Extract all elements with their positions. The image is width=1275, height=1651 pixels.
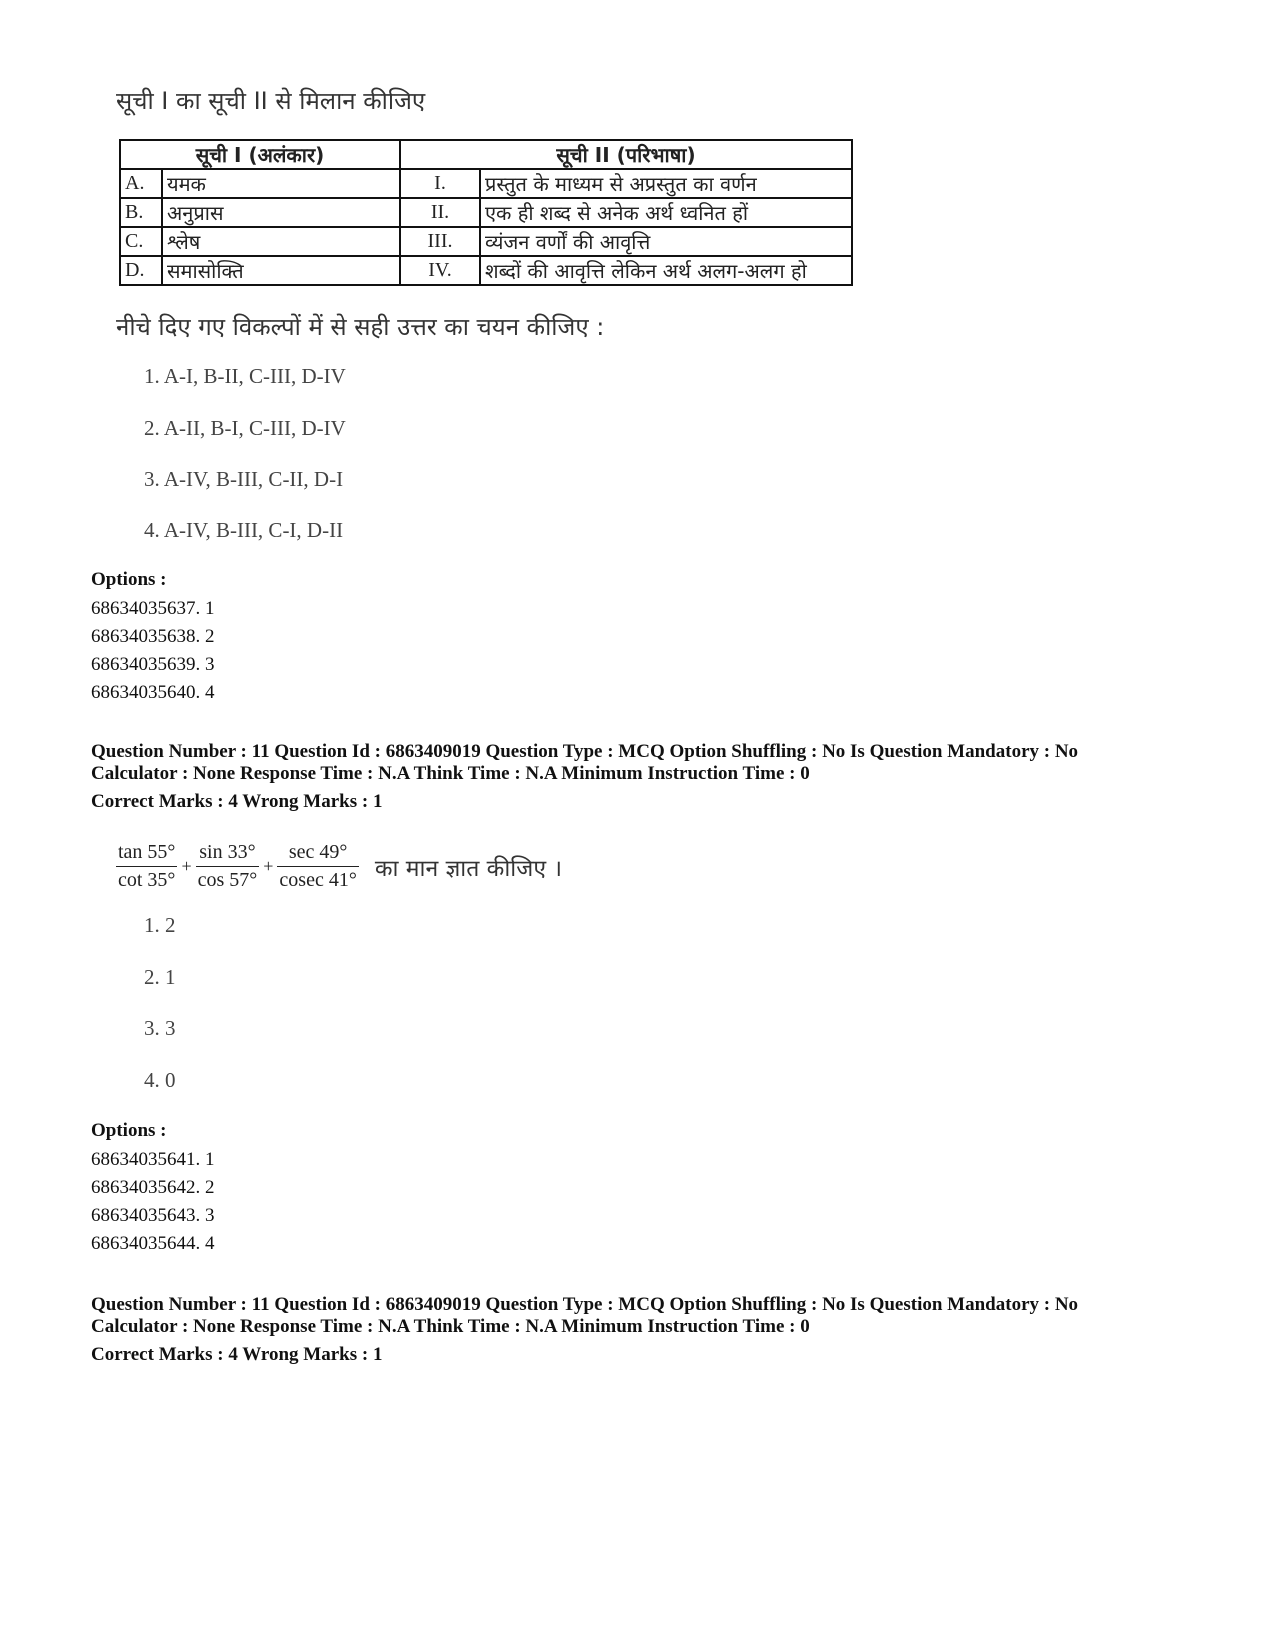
question-meta-line1: Question Number : 11 Question Id : 6863409019 Question Type : MCQ Option Shuffling : No Is Question Mandatory : No bbox=[91, 741, 1079, 762]
choice-item: 3. A-IV, B-III, C-II, D-I bbox=[144, 467, 344, 491]
table-row bbox=[120, 227, 852, 256]
plus-sign: + bbox=[263, 856, 274, 876]
row-right: शब्दों की आवृत्ति लेकिन अर्थ अलग-अलग हो bbox=[480, 256, 852, 285]
options-label: Options : bbox=[91, 569, 167, 590]
choice-item: 2. 1 bbox=[144, 965, 176, 989]
row-code: A. bbox=[120, 169, 162, 198]
question-meta-line1: Question Number : 11 Question Id : 6863409019 Question Type : MCQ Option Shuffling : No Is Question Mandatory : No bbox=[91, 1294, 1079, 1315]
fraction bbox=[277, 841, 358, 892]
row-right: प्रस्तुत के माध्यम से अप्रस्तुत का वर्णन bbox=[480, 169, 852, 198]
choice-item: 4. A-IV, B-III, C-I, D-II bbox=[144, 518, 344, 542]
row-left: अनुप्रास bbox=[162, 198, 400, 227]
choice-item: 3. 3 bbox=[144, 1016, 176, 1040]
row-roman: I. bbox=[400, 169, 480, 198]
row-left: समासोक्ति bbox=[162, 256, 400, 285]
option-item: 68634035637. 1 bbox=[91, 598, 215, 619]
row-code: C. bbox=[120, 227, 162, 256]
fraction-numerator: sec 49° bbox=[288, 841, 348, 863]
option-item: 68634035639. 3 bbox=[91, 654, 215, 675]
options-label: Options : bbox=[91, 1120, 167, 1141]
question-marks: Correct Marks : 4 Wrong Marks : 1 bbox=[91, 791, 383, 812]
formula-text: का मान ज्ञात कीजिए । bbox=[374, 855, 563, 882]
table-row bbox=[120, 256, 852, 285]
options-list bbox=[91, 1146, 215, 1258]
question-prompt: नीचे दिए गए विकल्पों में से सही उत्तर का चयन कीजिए : bbox=[116, 313, 605, 341]
fraction-numerator: sin 33° bbox=[199, 841, 256, 863]
choice-item: 2. A-II, B-I, C-III, D-IV bbox=[144, 416, 346, 440]
row-roman: II. bbox=[400, 198, 480, 227]
option-item: 68634035642. 2 bbox=[91, 1177, 215, 1198]
row-code: B. bbox=[120, 198, 162, 227]
fraction-denominator: cosec 41° bbox=[277, 866, 358, 892]
question-meta-line2: Calculator : None Response Time : N.A Think Time : N.A Minimum Instruction Time : 0 bbox=[91, 1316, 810, 1337]
row-roman: III. bbox=[400, 227, 480, 256]
choice-item: 1. 2 bbox=[144, 913, 176, 937]
table-header-row bbox=[120, 140, 852, 169]
question-instruction: सूची I का सूची II से मिलान कीजिए bbox=[116, 87, 426, 115]
option-item: 68634035640. 4 bbox=[91, 682, 215, 703]
option-item: 68634035638. 2 bbox=[91, 626, 215, 647]
fraction-numerator: tan 55° bbox=[118, 841, 176, 863]
table-row bbox=[120, 198, 852, 227]
row-code: D. bbox=[120, 256, 162, 285]
table-header-list2: सूची II (परिभाषा) bbox=[400, 140, 852, 169]
choice-item: 1. A-I, B-II, C-III, D-IV bbox=[144, 364, 346, 388]
row-right: एक ही शब्द से अनेक अर्थ ध्वनित हों bbox=[480, 198, 852, 227]
row-left: श्लेष bbox=[162, 227, 400, 256]
fraction bbox=[196, 841, 260, 892]
option-item: 68634035644. 4 bbox=[91, 1233, 215, 1254]
row-left: यमक bbox=[162, 169, 400, 198]
plus-sign: + bbox=[181, 856, 192, 876]
match-table bbox=[119, 139, 853, 286]
option-item: 68634035641. 1 bbox=[91, 1149, 215, 1170]
fraction bbox=[116, 841, 177, 892]
options-list bbox=[91, 595, 215, 707]
choice-item: 4. 0 bbox=[144, 1068, 176, 1092]
table-header-list1: सूची I (अलंकार) bbox=[120, 140, 400, 169]
row-roman: IV. bbox=[400, 256, 480, 285]
table-row bbox=[120, 169, 852, 198]
question-marks: Correct Marks : 4 Wrong Marks : 1 bbox=[91, 1344, 383, 1365]
row-right: व्यंजन वर्णों की आवृत्ति bbox=[480, 227, 852, 256]
trig-expression bbox=[114, 841, 562, 892]
fraction-denominator: cot 35° bbox=[116, 866, 177, 892]
fraction-denominator: cos 57° bbox=[196, 866, 260, 892]
option-item: 68634035643. 3 bbox=[91, 1205, 215, 1226]
question-meta-line2: Calculator : None Response Time : N.A Think Time : N.A Minimum Instruction Time : 0 bbox=[91, 763, 810, 784]
